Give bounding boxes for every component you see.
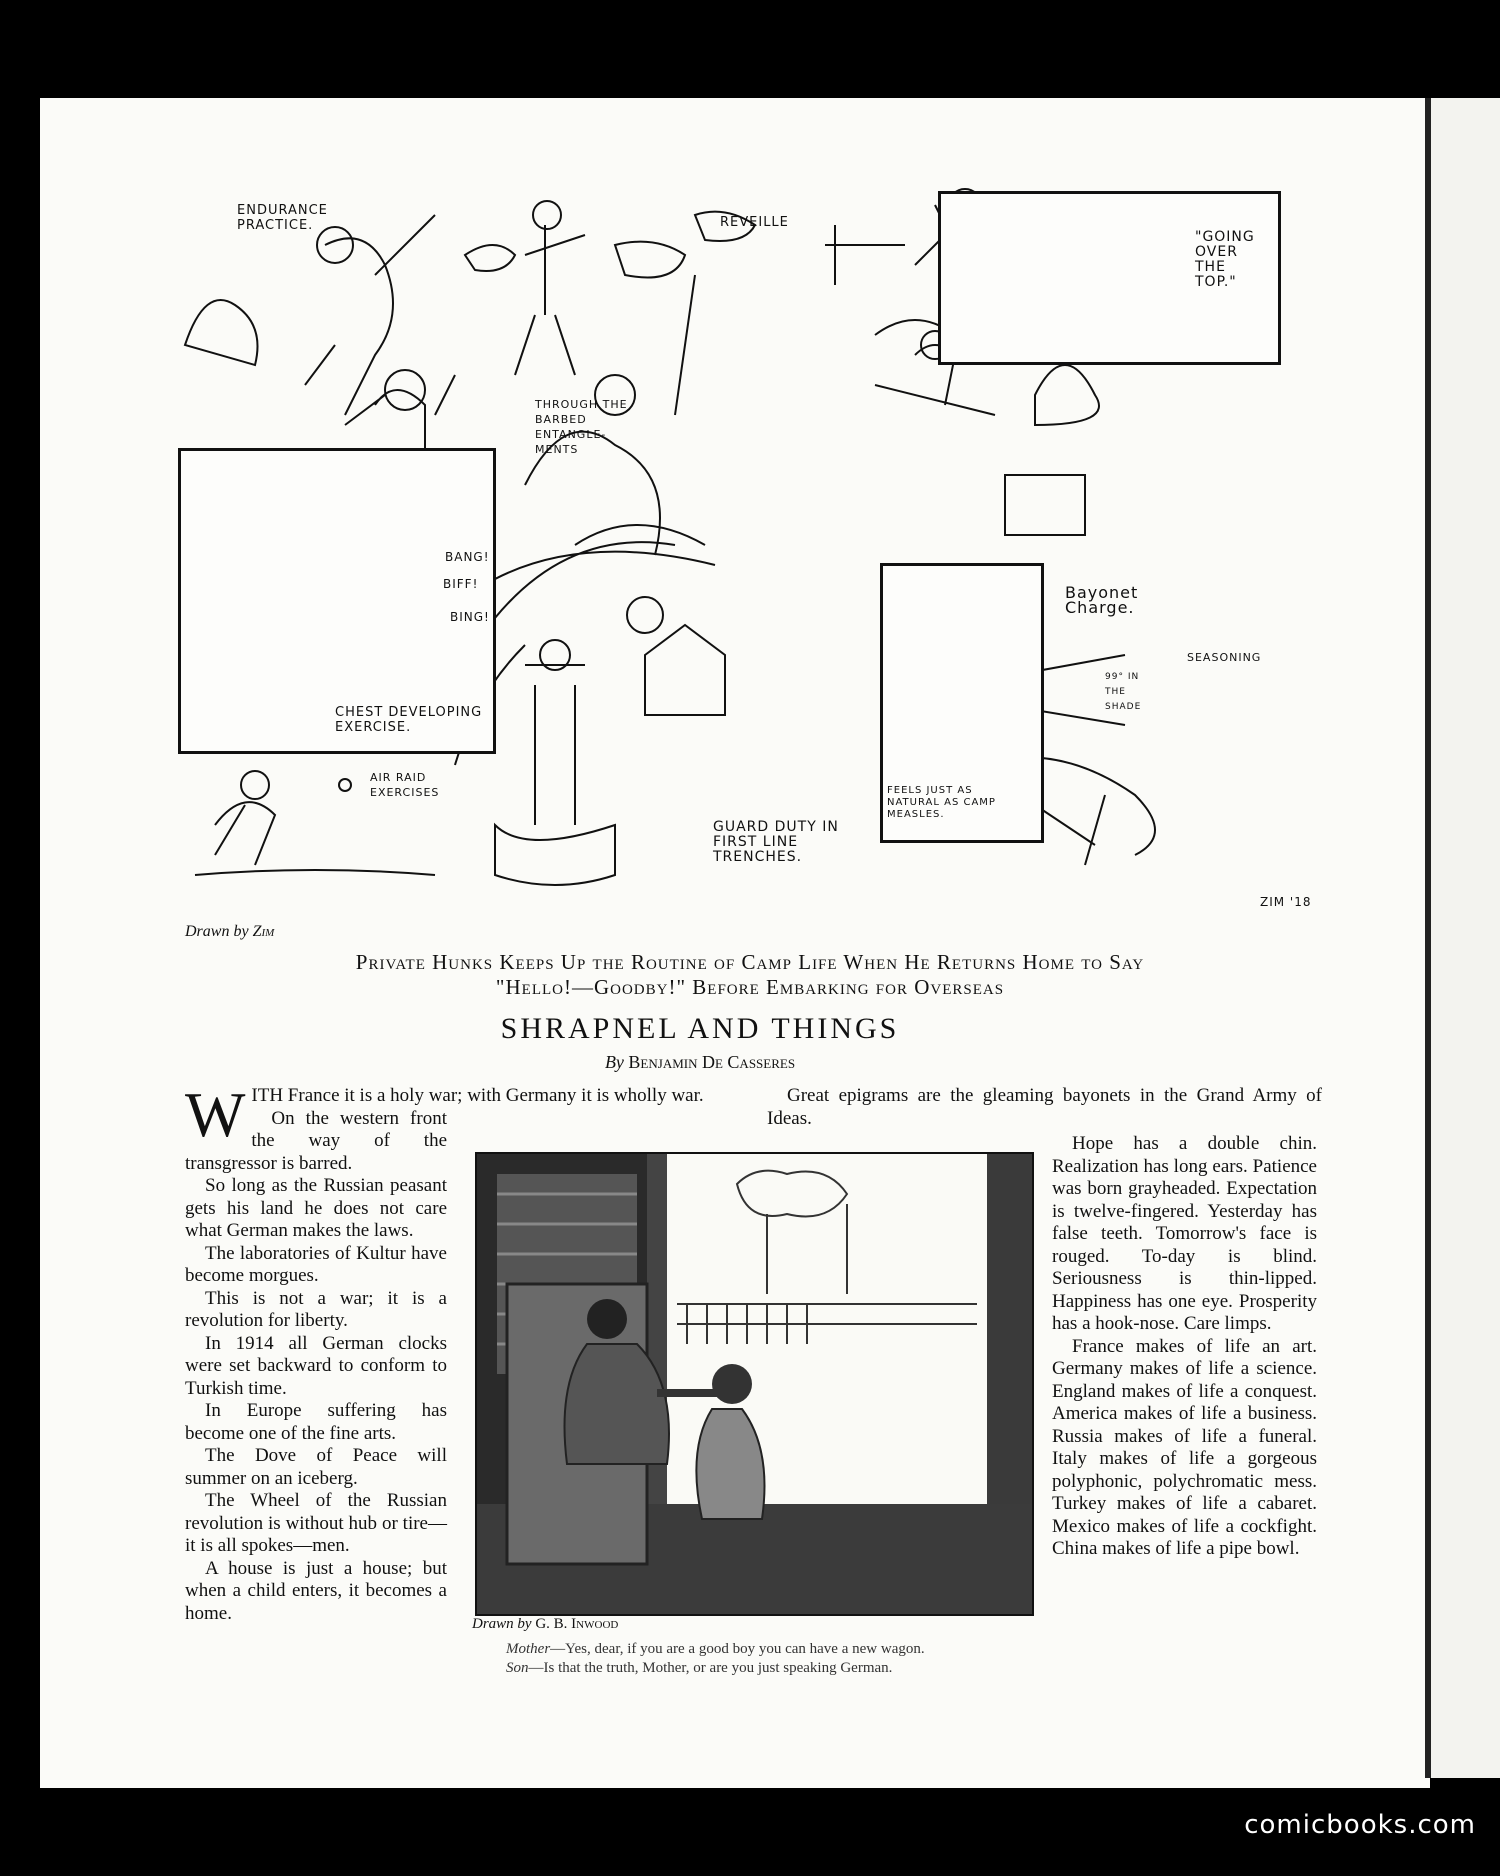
label-feels: FEELS JUST AS NATURAL AS CAMP MEASLES.: [887, 785, 996, 820]
cartoon-caption: [230, 950, 1270, 1000]
article-title: SHRAPNEL AND THINGS: [500, 1012, 900, 1045]
label-biff: BIFF!: [443, 577, 479, 591]
mother-line: —Yes, dear, if you are a good boy you can have a new wagon.: [550, 1641, 925, 1657]
caption-line-2: "Hello!—Goodby!" Before Embarking for Overseas: [495, 975, 1005, 999]
paragraph: The Dove of Peace will summer on an iceberg.: [185, 1445, 447, 1489]
caption-line-1: Private Hunks Keeps Up the Routine of Camp Life When He Returns Home to Say: [355, 950, 1145, 974]
paragraph: A house is just a house; but when a child enters, it becomes a home.: [185, 1557, 447, 1624]
label-sun: 99° IN THE SHADE: [1105, 672, 1142, 712]
paragraph: France makes of life an art. Germany makes of life a science. England makes of life a conquest. America makes of life a business. Russia makes of life a funeral. Italy makes of life a gorgeous polyphonic, polychromatic mess. Turkey makes of life a cabaret. Mexico makes of life a cockfight. China makes of life a pipe bowl.: [1052, 1335, 1317, 1559]
paragraph: ITH France it is a holy war; with Germany it is wholly war.: [251, 1085, 704, 1106]
label-going-over: "GOING OVER THE TOP.": [1195, 229, 1255, 290]
label-bayonet: Bayonet Charge.: [1065, 583, 1139, 617]
label-air-raid: AIR RAID EXERCISES: [370, 771, 440, 799]
drop-cap: W: [185, 1079, 246, 1150]
label-seasoning: SEASONING: [1187, 651, 1262, 664]
paragraph: Hope has a double chin. Realization has long ears. Patience was born grayheaded. Expectation is twelve-fingered. Yesterday has false teeth. Tomorrow's face is rouged. To-day is blind. Seriousness is thin-lipped. Happiness has one eye. Prosperity has a hook-nose. Care limps.: [1052, 1133, 1317, 1334]
paragraph: In Europe suffering has become one of the fine arts.: [185, 1400, 447, 1444]
son-line: —Is that the truth, Mother, or are you just speaking German.: [528, 1660, 893, 1676]
artist-signature: ZIM '18: [1260, 895, 1312, 909]
credit-prefix: Drawn by: [185, 923, 249, 940]
paragraph: On the western front the way of the transgressor is barred.: [185, 1107, 447, 1174]
label-reveille: REVEILLE: [720, 215, 789, 230]
label-guard: GUARD DUTY IN FIRST LINE TRENCHES.: [713, 819, 839, 865]
illustration-credit: [472, 1616, 618, 1633]
label-endurance: ENDURANCE PRACTICE.: [237, 203, 328, 233]
byline-name: Benjamin De Casseres: [628, 1052, 796, 1072]
byline-prefix: By: [604, 1052, 624, 1072]
porch-illustration: [475, 1152, 1034, 1616]
site-watermark: comicbooks.com: [1244, 1810, 1476, 1840]
speaker-son: Son: [506, 1660, 529, 1676]
paragraph: In 1914 all German clocks were set backward to conform to Turkish time.: [185, 1332, 447, 1399]
paragraph: This is not a war; it is a revolution for liberty.: [185, 1287, 447, 1331]
cartoon-credit: [185, 923, 274, 941]
paragraph: Great epigrams are the gleaming bayonets in the Grand Army of Ideas.: [767, 1085, 1322, 1129]
adjacent-page-edge: [1425, 98, 1500, 1778]
paragraph: The laboratories of Kultur have become morgues.: [185, 1242, 447, 1286]
credit-name: Zim: [252, 923, 275, 940]
dialog-mother: [490, 1640, 1020, 1659]
paragraph: The Wheel of the Russian revolution is without hub or tire—it is all spokes—men.: [185, 1490, 447, 1556]
article-column-3: [1052, 1133, 1317, 1561]
illustration-dialog: [490, 1640, 1020, 1678]
credit-prefix: Drawn by: [472, 1616, 532, 1632]
label-bing: BING!: [450, 610, 490, 624]
byline: [400, 1052, 1000, 1073]
article-column-2-top: [767, 1085, 1322, 1130]
illustration-drawing: [477, 1154, 1032, 1614]
cartoon-montage: [175, 185, 1345, 925]
dialog-son: [490, 1659, 1020, 1678]
label-barbed: THROUGH THE BARBED ENTANGLE-MENTS: [535, 398, 628, 456]
paragraph: So long as the Russian peasant gets his land he does not care what German makes the laws.: [185, 1175, 447, 1241]
speaker-mother: Mother: [506, 1641, 551, 1657]
credit-name: G. B. Inwood: [535, 1616, 619, 1632]
label-chest: CHEST DEVELOPING EXERCISE.: [335, 705, 483, 735]
label-bang: BANG!: [445, 550, 490, 564]
